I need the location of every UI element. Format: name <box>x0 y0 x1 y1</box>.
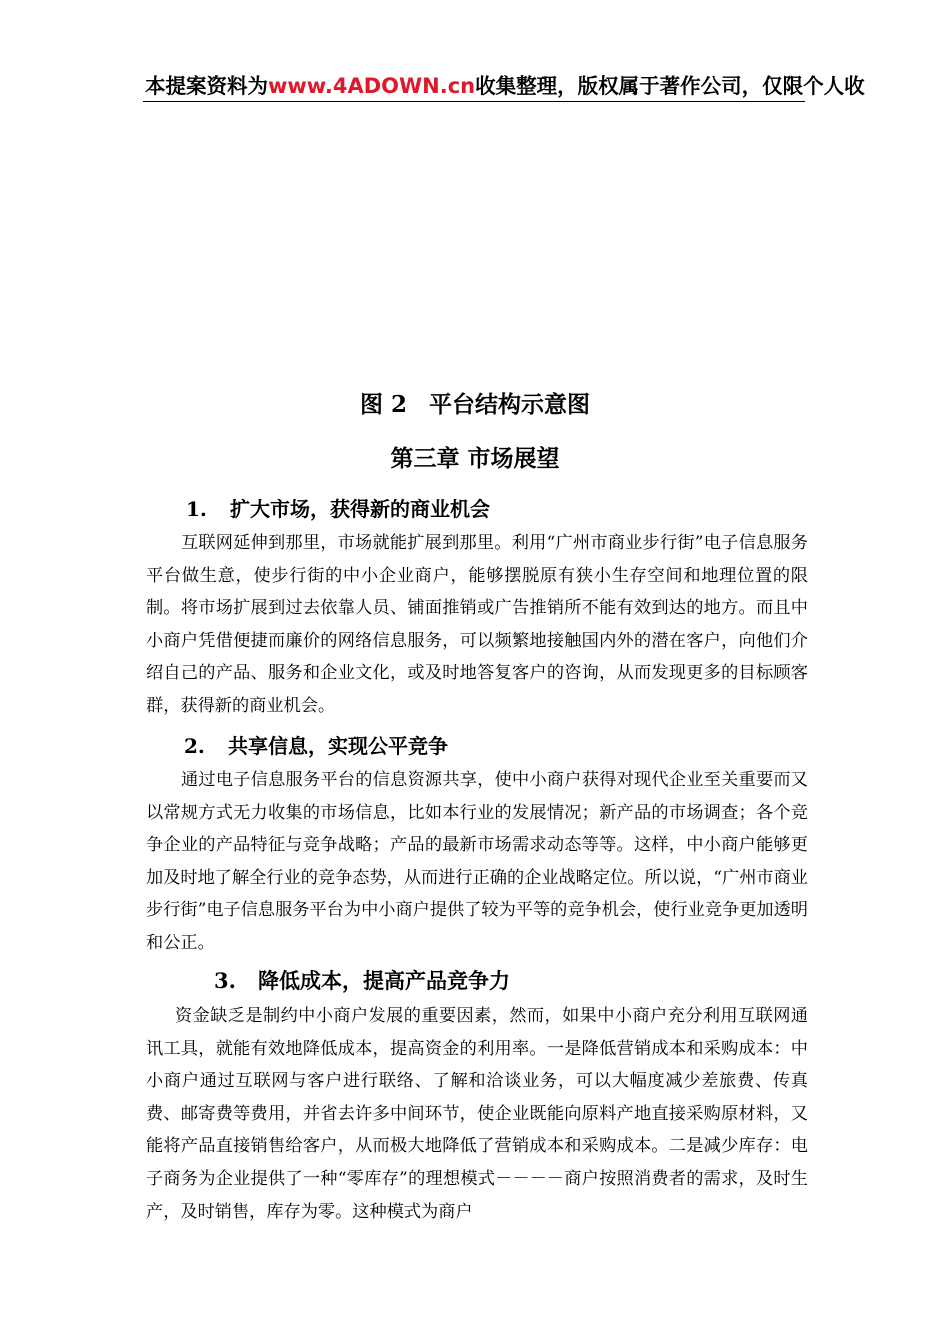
section-heading-3 <box>214 966 510 996</box>
chapter-title: 第三章 市场展望 <box>390 445 560 472</box>
section-number: 1. <box>186 497 207 521</box>
section-number: 2. <box>184 734 205 758</box>
figure-title: 平台结构示意图 <box>429 391 590 418</box>
section-heading-text: 共享信息，实现公平竞争 <box>228 734 448 758</box>
section-paragraph-2: 通过电子信息服务平台的信息资源共享，使中小商户获得对现代企业至关重要而又以常规方式无力收集的市场信息，比如本行业的发展情况；新产品的市场调查；各个竞争企业的产品特征与竞争战略；产品的最新市场需求动态等等。这样，中小商户能够更加及时地了解全行业的竞争态势，从而进行正确的企业战略定位。所以说，“广州市商业步行街”电子信息服务平台为中小商户提供了较为平等的竞争机会，使行业竞争更加透明和公正。 <box>146 770 808 953</box>
figure-number: 图 2 <box>359 391 407 418</box>
header-prefix: 本提案资料为 <box>145 74 268 98</box>
section-number: 3. <box>214 968 236 993</box>
header-suffix: 收集整理，版权属于著作公司，仅限个人收 <box>475 74 865 98</box>
section-heading-text: 降低成本，提高产品竞争力 <box>258 968 510 993</box>
section-heading-text: 扩大市场，获得新的商业机会 <box>230 497 490 521</box>
section-heading-1 <box>186 494 490 524</box>
figure-caption <box>0 388 950 422</box>
page-header <box>145 70 950 102</box>
section-paragraph-1: 互联网延伸到那里，市场就能扩展到那里。利用“广州市商业步行街”电子信息服务平台做生意，使步行街的中小企业商户，能够摆脱原有狭小生存空间和地理位置的限制。将市场扩展到过去依靠人员、铺面推销或广告推销所不能有效到达的地方。而且中小商户凭借便捷而廉价的网络信息服务，可以频繁地接触国内外的潜在客户，向他们介绍自己的产品、服务和企业文化，或及时地答复客户的咨询，从而发现更多的目标顾客群，获得新的商业机会。 <box>146 533 808 716</box>
section-heading-2 <box>184 731 448 761</box>
header-site-link[interactable]: www.4ADOWN.cn <box>268 74 476 98</box>
section-paragraph-3: 资金缺乏是制约中小商户发展的重要因素，然而，如果中小商户充分利用互联网通讯工具，就能有效地降低成本，提高资金的利用率。一是降低营销成本和采购成本：中小商户通过互联网与客户进行联络、了解和洽谈业务，可以大幅度减少差旅费、传真费、邮寄费等费用，并省去许多中间环节，使企业既能向原料产地直接采购原材料，又能将产品直接销售给客户，从而极大地降低了营销成本和采购成本。二是减少库存：电子商务为企业提供了一种“零库存”的理想模式－－－－商户按照消费者的需求，及时生产，及时销售，库存为零。这种模式为商户 <box>146 1006 808 1222</box>
header-divider <box>143 101 805 102</box>
